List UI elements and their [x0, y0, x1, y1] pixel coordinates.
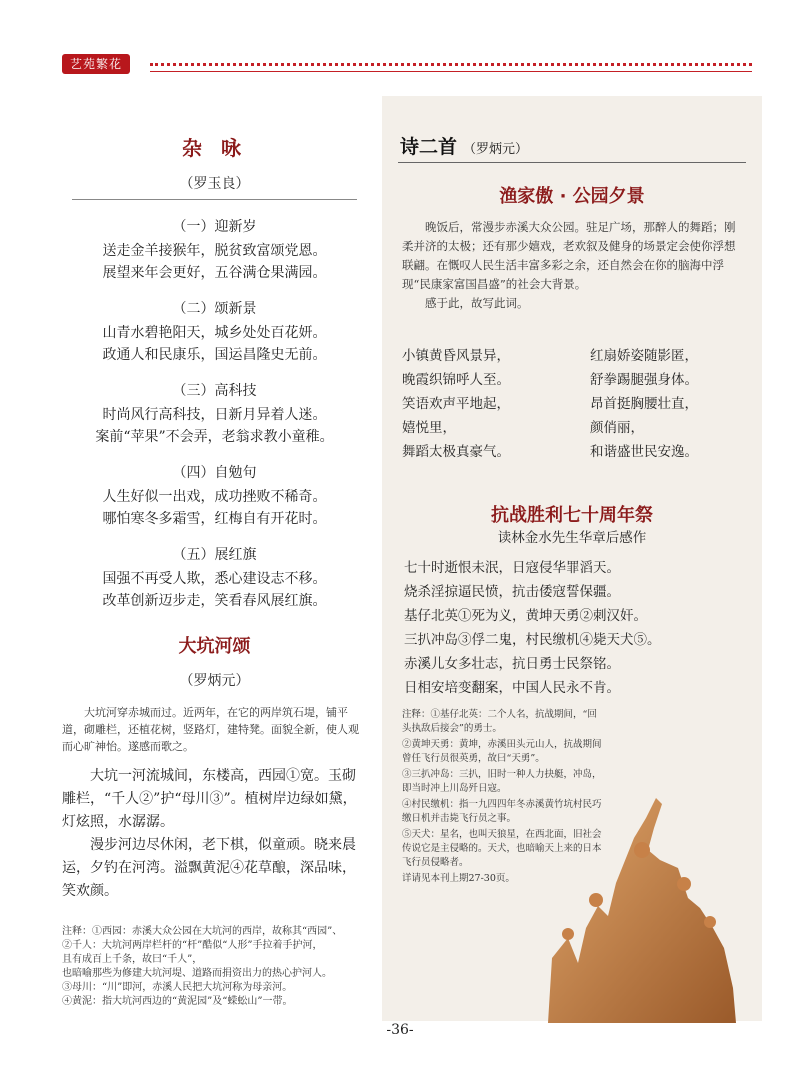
note-line: 详请见本刊上期27-30页。: [402, 873, 515, 884]
shi-line: 赤溪儿女多壮志，抗日勇士民祭铭。: [404, 656, 620, 672]
note-line: ②黄坤天勇：黄坤，赤溪田头元山人，抗战期间曾任飞行员很英勇，故曰“天勇”。: [402, 739, 602, 764]
ci-intro: [402, 218, 744, 313]
shi-line: 七十时逝恨未泯，日寇侵华罪滔天。: [404, 560, 620, 576]
shi-title: 抗战胜利七十周年祭: [491, 505, 653, 526]
stanza-line: 国强不再受人欺，悉心建设志不移。: [102, 571, 327, 587]
ci-line: 舞蹈太极真豪气。: [402, 444, 510, 460]
stanza-line: 山青水碧艳阳天，城乡处处百花妍。: [102, 325, 327, 341]
ci-line: 和谐盛世民安逸。: [590, 444, 698, 460]
left-column: [62, 112, 367, 1009]
stanza-line: 改革创新迈步走，笑看春风展红旗。: [102, 593, 327, 609]
ci-line: 红扇娇姿随影匿，: [590, 348, 698, 364]
shi-line: 三扒冲岛③俘二鬼，村民缴机④毙天犬⑤。: [404, 632, 661, 648]
poem-author: （罗炳元）: [179, 673, 250, 689]
ci-row: [402, 368, 744, 392]
stanza-line: 时尚风行高科技，日新月异着人迷。: [102, 407, 327, 423]
ci-title: 渔家傲 · 公园夕景: [499, 186, 645, 207]
section-badge: 艺苑繁花: [62, 54, 130, 74]
shi-body: [404, 556, 744, 700]
note-line: 注释：①西园：赤溪大众公园在大坑河的西岸，故称其“西园”、: [62, 926, 343, 937]
section-heading-title: 诗二首: [400, 136, 458, 158]
note-line: 且有成百上千条，故曰“千人”，: [62, 954, 203, 965]
poem-author: （罗玉良）: [179, 176, 250, 192]
header-divider: [150, 63, 752, 66]
ci-line: 小镇黄昏风景异，: [402, 348, 510, 364]
stanza-title: （五）展红旗: [172, 547, 257, 563]
stanza-title: （二）颂新景: [172, 301, 257, 317]
note-line: ②千人：大坑河两岸栏杆的“杆”酷似“人形”手拉着手护河，: [62, 940, 323, 951]
stanza: [62, 298, 367, 366]
shi-subtitle: 读林金水先生华章后感作: [497, 530, 647, 546]
section-heading-author: （罗炳元）: [463, 142, 529, 157]
poem-intro: 大坑河穿赤城而过。近两年，在它的两岸筑石堤，铺平道，砌雕栏，还植花树，竖路灯，建特凳。面貌全新，使人观而心旷神怡。遂感而歌之。: [62, 706, 359, 753]
stanza-title: （三）高科技: [172, 383, 257, 399]
stanza-line: 人生好似一出戏，成功挫败不稀奇。: [102, 489, 327, 505]
ci-row: [402, 440, 744, 464]
ci-row: [402, 416, 744, 440]
ci-line: 晚霞织锦呼人至。: [402, 372, 510, 388]
stanza: [62, 544, 367, 612]
note-line: ⑤天犬：星名，也叫天狼星，在西北面，旧社会传说它是主侵略的。天犬，也暗喻天上来的日本飞行员侵略者。: [402, 829, 602, 868]
shi-line: 基仔北英①死为义，黄坤天勇②刺汉奸。: [404, 608, 647, 624]
ci-row: [402, 344, 744, 368]
title-rule: [72, 199, 357, 200]
stanza: [62, 216, 367, 284]
header-divider-thin: [150, 71, 752, 72]
ci-intro-paragraph: 感于此，故写此词。: [425, 296, 529, 310]
ci-body: [402, 344, 744, 464]
note-line: 也暗喻那些为修建大坑河堤、道路而捐资出力的热心护河人。: [62, 968, 332, 979]
poem-title: 杂 咏: [182, 136, 247, 160]
statue-image: [538, 788, 738, 1023]
note-line: ④村民缴机：指一九四四年冬赤溪黄竹坑村民巧缴日机并击毙飞行员之事。: [402, 799, 602, 824]
shi-line: 日相安培变翻案，中国人民永不肯。: [404, 680, 620, 696]
stanza: [62, 462, 367, 530]
note-line: ④黄泥：指大坑河西边的“黄泥园”及“蝾蚣山”一带。: [62, 996, 293, 1007]
poem-title: 大坑河颂: [178, 636, 251, 657]
poem-body: [62, 765, 367, 903]
stanza-line: 送走金羊接猴年，脱贫致富颂党恩。: [102, 243, 327, 259]
ci-line: 嬉悦里，: [402, 420, 456, 436]
note-line: 注释：①基仔北英：二个人名，抗战期间，“回头执敌后接会”的勇士。: [402, 709, 597, 734]
note-line: ③三扒冲岛：三扒，旧时一种人力抉艇，冲岛，即当时冲上川岛歼日寇。: [402, 769, 602, 794]
note-line: ③母川：“川”即河，赤溪人民把大坑河称为母亲河。: [62, 982, 293, 993]
stanza-line: 展望来年会更好，五谷满仓果满园。: [102, 265, 327, 281]
page-number: -36-: [386, 1022, 414, 1038]
ci-line: 昂首挺胸腰壮直，: [590, 396, 698, 412]
stanza: [62, 380, 367, 448]
stanza-line: 案前“苹果”不会弄，老翁求教小童稚。: [95, 429, 334, 445]
ci-row: [402, 392, 744, 416]
ci-line: 笑语欢声平地起，: [402, 396, 510, 412]
poem-paragraph: 大坑一河流城间，东楼高，西园①宽。玉砌雕栏，“千人②”护“母川③”。植树岸边绿如黛，灯炫照，水潺潺。: [62, 768, 357, 830]
stanza-title: （四）自勉句: [172, 465, 257, 481]
ci-intro-paragraph: 晚饭后，常漫步赤溪大众公园。驻足广场，那醉人的舞蹈；刚柔并济的太极；还有那少嬉戏，老欢叙及健身的场景定会使你浮想联翩。在慨叹人民生活丰富多彩之余，还自然会在你的脑海中浮现“民康家富国昌盛”的社会大背景。: [402, 220, 736, 291]
poem-paragraph: 漫步河边尽休闲，老下棋，似童顽。晓来晨运，夕钓在河湾。溢飘黄泥④花草酿，深品味，笑欢颜。: [62, 837, 356, 899]
shi-line: 烧杀淫掠逼民愤，抗击倭寇誓保疆。: [404, 584, 620, 600]
stanza-line: 哪怕寒冬多霜雪，红梅自有开花时。: [102, 511, 327, 527]
section-heading: [400, 132, 528, 159]
ci-line: 颜俏丽，: [590, 420, 644, 436]
stanza-title: （一）迎新岁: [172, 219, 257, 235]
poem-notes: [62, 925, 367, 1009]
stanza-line: 政通人和民康乐，国运昌隆史无前。: [102, 347, 327, 363]
ci-line: 舒拳踢腿强身体。: [590, 372, 698, 388]
heading-rule: [398, 162, 746, 163]
